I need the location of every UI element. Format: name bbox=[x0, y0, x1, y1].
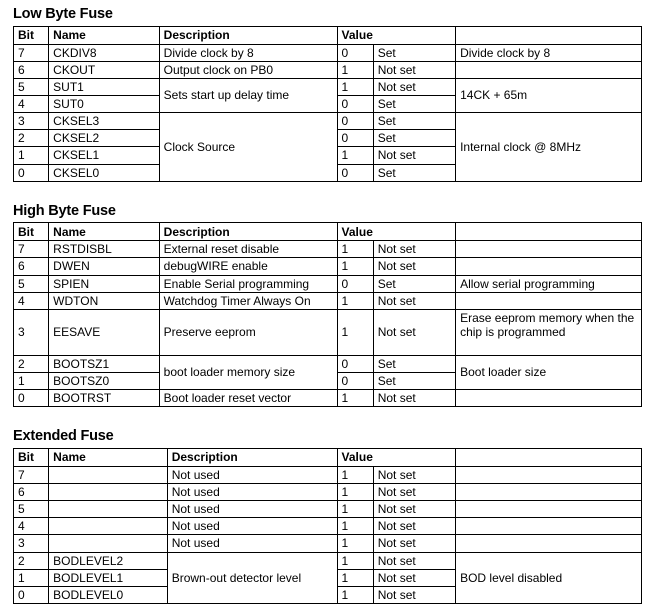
column-header-description: Description bbox=[159, 223, 337, 241]
cell-bit: 5 bbox=[14, 275, 49, 292]
cell-description: Output clock on PB0 bbox=[159, 61, 337, 78]
table-row bbox=[14, 258, 642, 275]
cell-bit: 7 bbox=[14, 241, 49, 258]
cell-bit: 7 bbox=[14, 44, 49, 61]
cell-bit: 3 bbox=[14, 535, 49, 552]
cell-note bbox=[456, 241, 642, 258]
cell-name: CKOUT bbox=[49, 61, 160, 78]
table-row bbox=[14, 355, 642, 372]
cell-bit: 0 bbox=[14, 164, 49, 181]
section-extended-fuse bbox=[13, 429, 642, 604]
cell-name: BOOTSZ0 bbox=[49, 373, 160, 390]
column-header-value: Value bbox=[337, 448, 456, 466]
cell-name: RSTDISBL bbox=[49, 241, 160, 258]
cell-description: boot loader memory size bbox=[159, 355, 337, 389]
table-body bbox=[14, 466, 642, 603]
cell-state: Set bbox=[373, 355, 455, 372]
table-extended-fuse bbox=[13, 448, 642, 604]
table-header-row bbox=[14, 26, 642, 44]
cell-value: 1 bbox=[337, 258, 373, 275]
cell-note: Divide clock by 8 bbox=[456, 44, 642, 61]
table-row bbox=[14, 552, 642, 569]
cell-state: Not set bbox=[373, 586, 455, 603]
cell-description: Not used bbox=[167, 535, 337, 552]
cell-bit: 1 bbox=[14, 147, 49, 164]
cell-description: Watchdog Timer Always On bbox=[159, 292, 337, 309]
cell-value: 1 bbox=[337, 535, 373, 552]
cell-name: BODLEVEL1 bbox=[49, 569, 168, 586]
section-title-high-byte-fuse: High Byte Fuse bbox=[13, 202, 116, 219]
table-row bbox=[14, 518, 642, 535]
cell-state: Not set bbox=[373, 484, 455, 501]
cell-state: Not set bbox=[373, 552, 455, 569]
cell-name: BOOTSZ1 bbox=[49, 355, 160, 372]
cell-description: Boot loader reset vector bbox=[159, 390, 337, 407]
cell-description: debugWIRE enable bbox=[159, 258, 337, 275]
table-row bbox=[14, 78, 642, 95]
cell-bit: 5 bbox=[14, 501, 49, 518]
cell-name: BODLEVEL0 bbox=[49, 586, 168, 603]
cell-state: Set bbox=[373, 275, 455, 292]
cell-description: Clock Source bbox=[159, 113, 337, 182]
cell-value: 1 bbox=[337, 552, 373, 569]
section-title-extended-fuse: Extended Fuse bbox=[13, 428, 114, 445]
cell-note: Erase eeprom memory when the chip is programmed bbox=[456, 309, 642, 355]
cell-value: 1 bbox=[337, 78, 373, 95]
cell-state: Set bbox=[373, 113, 455, 130]
cell-note: BOD level disabled bbox=[456, 552, 642, 603]
column-header-note bbox=[456, 223, 642, 241]
cell-value: 1 bbox=[337, 241, 373, 258]
cell-note bbox=[456, 466, 642, 483]
table-row bbox=[14, 466, 642, 483]
cell-state: Not set bbox=[373, 241, 455, 258]
cell-note: Boot loader size bbox=[456, 355, 642, 389]
cell-name: CKSEL3 bbox=[49, 113, 160, 130]
cell-bit: 3 bbox=[14, 309, 49, 355]
table-row bbox=[14, 501, 642, 518]
table-body bbox=[14, 241, 642, 407]
column-header-note bbox=[456, 448, 642, 466]
cell-bit: 3 bbox=[14, 113, 49, 130]
cell-value: 1 bbox=[337, 390, 373, 407]
cell-value: 1 bbox=[337, 292, 373, 309]
cell-description: Not used bbox=[167, 518, 337, 535]
cell-bit: 2 bbox=[14, 355, 49, 372]
cell-state: Not set bbox=[373, 518, 455, 535]
cell-value: 1 bbox=[337, 61, 373, 78]
section-high-byte-fuse bbox=[13, 204, 642, 408]
cell-name bbox=[49, 484, 168, 501]
cell-bit: 4 bbox=[14, 95, 49, 112]
cell-name bbox=[49, 501, 168, 518]
table-row bbox=[14, 484, 642, 501]
section-title-low-byte-fuse: Low Byte Fuse bbox=[13, 6, 113, 22]
table-header-row bbox=[14, 448, 642, 466]
cell-description: Not used bbox=[167, 484, 337, 501]
cell-state: Set bbox=[373, 44, 455, 61]
cell-name: EESAVE bbox=[49, 309, 160, 355]
column-header-note bbox=[456, 26, 642, 44]
cell-description: Preserve eeprom bbox=[159, 309, 337, 355]
column-header-value: Value bbox=[337, 26, 456, 44]
cell-value: 0 bbox=[337, 373, 373, 390]
cell-bit: 0 bbox=[14, 586, 49, 603]
cell-note: Allow serial programming bbox=[456, 275, 642, 292]
cell-bit: 5 bbox=[14, 78, 49, 95]
cell-state: Set bbox=[373, 373, 455, 390]
column-header-bit: Bit bbox=[14, 26, 49, 44]
cell-note bbox=[456, 61, 642, 78]
cell-name: CKSEL0 bbox=[49, 164, 160, 181]
cell-value: 0 bbox=[337, 275, 373, 292]
cell-note bbox=[456, 292, 642, 309]
cell-state: Not set bbox=[373, 61, 455, 78]
cell-value: 1 bbox=[337, 309, 373, 355]
cell-description: Enable Serial programming bbox=[159, 275, 337, 292]
cell-name: WDTON bbox=[49, 292, 160, 309]
table-row bbox=[14, 275, 642, 292]
table-row bbox=[14, 61, 642, 78]
cell-bit: 6 bbox=[14, 258, 49, 275]
table-row bbox=[14, 292, 642, 309]
cell-note bbox=[456, 258, 642, 275]
column-header-value: Value bbox=[337, 223, 456, 241]
table-row bbox=[14, 241, 642, 258]
cell-bit: 4 bbox=[14, 292, 49, 309]
column-header-bit: Bit bbox=[14, 448, 49, 466]
cell-bit: 4 bbox=[14, 518, 49, 535]
cell-state: Set bbox=[373, 130, 455, 147]
section-low-byte-fuse bbox=[13, 7, 642, 182]
cell-bit: 7 bbox=[14, 466, 49, 483]
cell-note bbox=[456, 484, 642, 501]
cell-description: Not used bbox=[167, 466, 337, 483]
cell-bit: 6 bbox=[14, 61, 49, 78]
cell-state: Not set bbox=[373, 258, 455, 275]
cell-description: Not used bbox=[167, 501, 337, 518]
cell-name: SUT0 bbox=[49, 95, 160, 112]
cell-value: 1 bbox=[337, 501, 373, 518]
table-row bbox=[14, 309, 642, 355]
cell-value: 1 bbox=[337, 147, 373, 164]
column-header-name: Name bbox=[49, 223, 160, 241]
table-header-row bbox=[14, 223, 642, 241]
cell-bit: 0 bbox=[14, 390, 49, 407]
column-header-name: Name bbox=[49, 26, 160, 44]
cell-state: Not set bbox=[373, 535, 455, 552]
cell-state: Not set bbox=[373, 501, 455, 518]
cell-value: 1 bbox=[337, 484, 373, 501]
cell-state: Not set bbox=[373, 147, 455, 164]
cell-description: External reset disable bbox=[159, 241, 337, 258]
cell-note bbox=[456, 518, 642, 535]
cell-value: 0 bbox=[337, 113, 373, 130]
cell-value: 1 bbox=[337, 569, 373, 586]
cell-bit: 2 bbox=[14, 130, 49, 147]
cell-state: Not set bbox=[373, 292, 455, 309]
cell-description: Divide clock by 8 bbox=[159, 44, 337, 61]
cell-value: 0 bbox=[337, 164, 373, 181]
cell-state: Not set bbox=[373, 309, 455, 355]
cell-bit: 2 bbox=[14, 552, 49, 569]
table-row bbox=[14, 113, 642, 130]
column-header-description: Description bbox=[159, 26, 337, 44]
column-header-description: Description bbox=[167, 448, 337, 466]
cell-bit: 1 bbox=[14, 373, 49, 390]
cell-state: Set bbox=[373, 164, 455, 181]
cell-note: 14CK + 65m bbox=[456, 78, 642, 112]
cell-note bbox=[456, 501, 642, 518]
cell-note: Internal clock @ 8MHz bbox=[456, 113, 642, 182]
cell-value: 0 bbox=[337, 355, 373, 372]
cell-name: SPIEN bbox=[49, 275, 160, 292]
cell-value: 1 bbox=[337, 586, 373, 603]
cell-bit: 6 bbox=[14, 484, 49, 501]
cell-bit: 1 bbox=[14, 569, 49, 586]
cell-description: Brown-out detector level bbox=[167, 552, 337, 603]
cell-state: Not set bbox=[373, 569, 455, 586]
cell-value: 1 bbox=[337, 466, 373, 483]
cell-name: SUT1 bbox=[49, 78, 160, 95]
column-header-name: Name bbox=[49, 448, 168, 466]
cell-value: 0 bbox=[337, 44, 373, 61]
cell-name: BOOTRST bbox=[49, 390, 160, 407]
cell-name bbox=[49, 518, 168, 535]
cell-note bbox=[456, 390, 642, 407]
cell-name: CKDIV8 bbox=[49, 44, 160, 61]
cell-state: Not set bbox=[373, 390, 455, 407]
cell-state: Not set bbox=[373, 78, 455, 95]
table-high-byte-fuse bbox=[13, 222, 642, 407]
cell-name: DWEN bbox=[49, 258, 160, 275]
cell-name bbox=[49, 535, 168, 552]
cell-value: 0 bbox=[337, 95, 373, 112]
cell-name: BODLEVEL2 bbox=[49, 552, 168, 569]
table-low-byte-fuse bbox=[13, 26, 642, 182]
cell-value: 1 bbox=[337, 518, 373, 535]
table-row bbox=[14, 535, 642, 552]
cell-value: 0 bbox=[337, 130, 373, 147]
cell-name: CKSEL1 bbox=[49, 147, 160, 164]
cell-name: CKSEL2 bbox=[49, 130, 160, 147]
cell-note bbox=[456, 535, 642, 552]
cell-description: Sets start up delay time bbox=[159, 78, 337, 112]
cell-state: Set bbox=[373, 95, 455, 112]
cell-name bbox=[49, 466, 168, 483]
table-row bbox=[14, 390, 642, 407]
table-body bbox=[14, 44, 642, 181]
cell-state: Not set bbox=[373, 466, 455, 483]
table-row bbox=[14, 44, 642, 61]
column-header-bit: Bit bbox=[14, 223, 49, 241]
